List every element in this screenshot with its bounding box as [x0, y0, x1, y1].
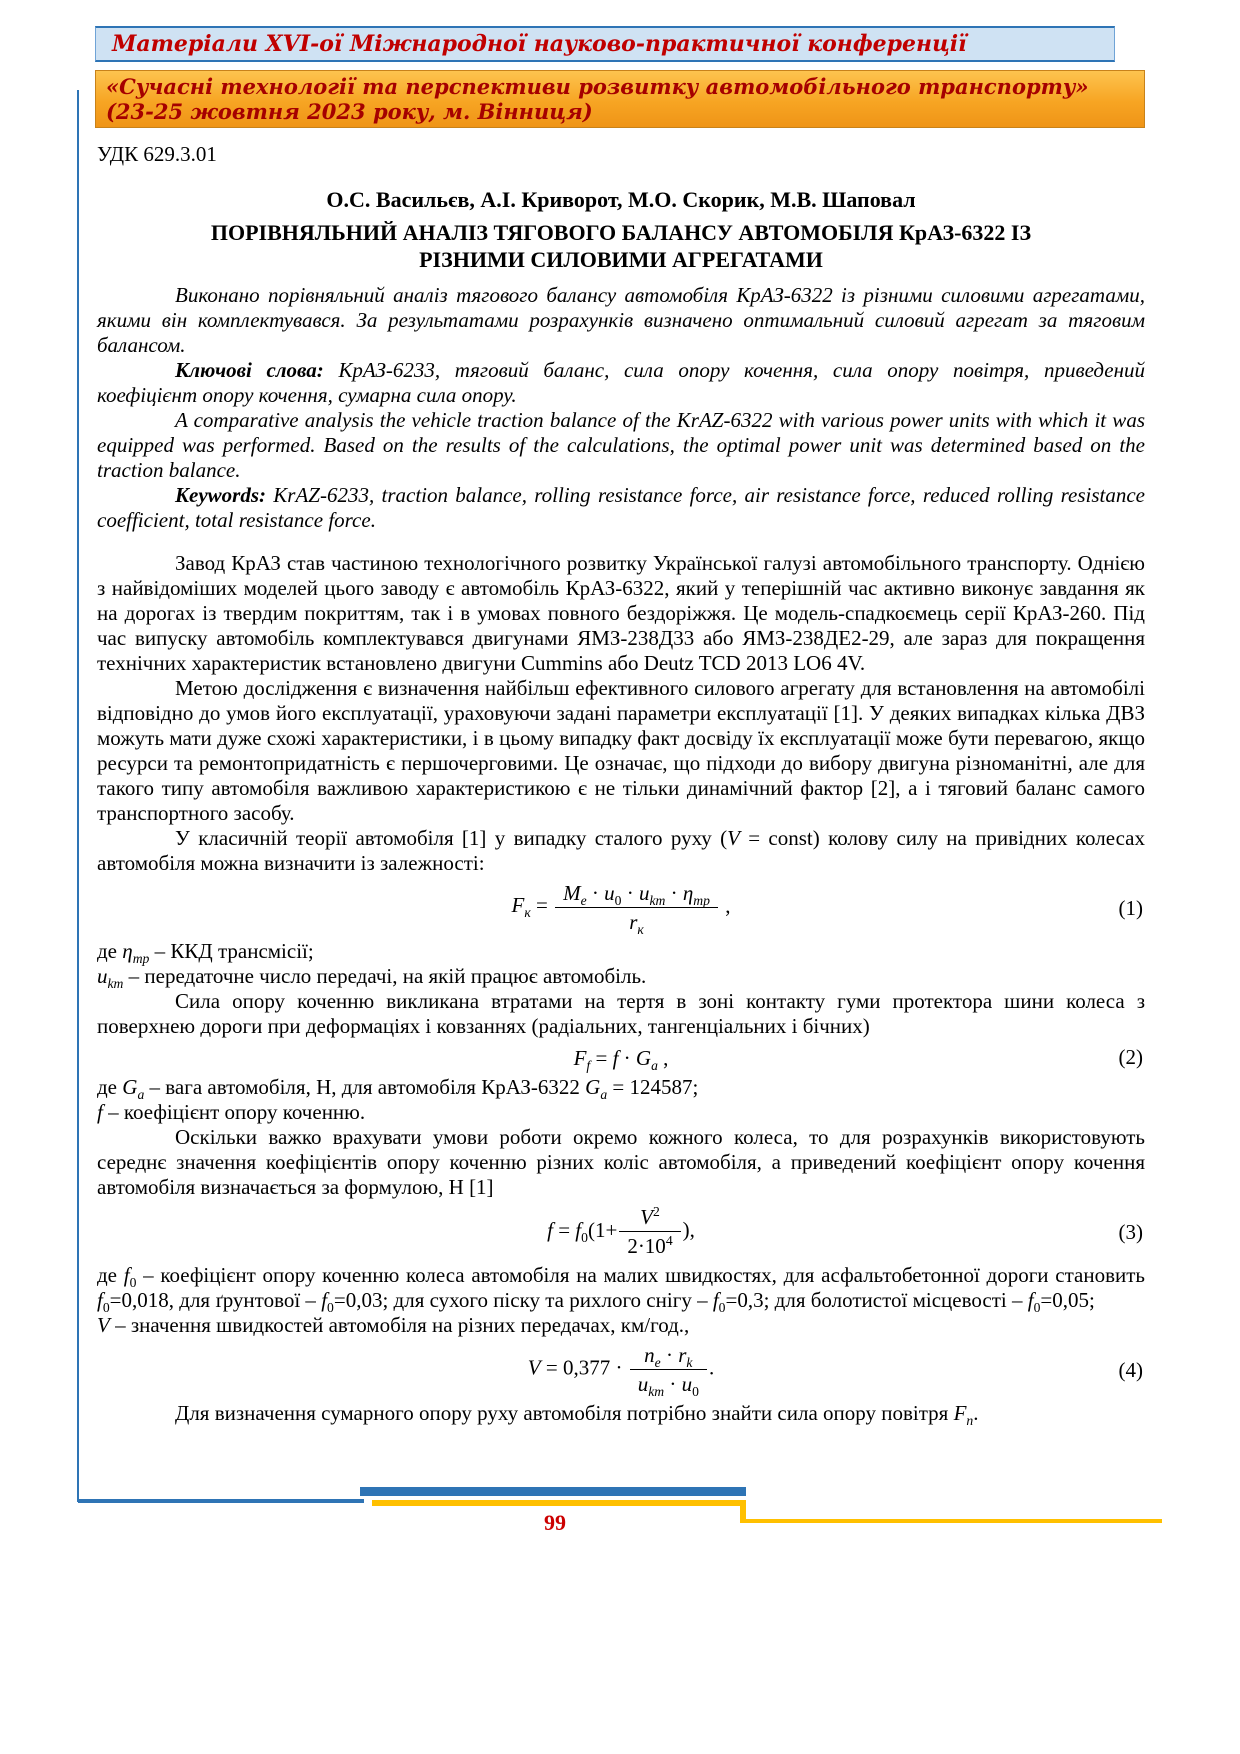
keywords-ua-label: Ключові слова: [175, 358, 324, 382]
body-paragraph-1: Завод КрАЗ став частиною технологічного розвитку Української галузі автомобільного транспорту. Однією з найвідоміших моделей цього заводу є автомобіль КрАЗ-6322, який у теперішній час активно виконує завдання як на дорогах із твердим покриттям, так і в умовах повного бездоріжжя. Це модель-спадкоємець серії КрАЗ-260. Під час випуску автомобіль комплектувався двигунами ЯМЗ-238Д33 або ЯМЗ-238ДЕ2-29, але зараз для покращення технічних характеристик встановлено двигуни Cummins або Deutz TCD 2013 LO6 4V. [97, 551, 1145, 675]
equation-3-denominator: $2\cdot 10^4$ [627, 1233, 673, 1259]
keywords-en-label: Keywords: [175, 483, 266, 507]
equation-4-lhs: V = 0,377 · [527, 1355, 628, 1380]
equation-1-fraction [555, 881, 718, 938]
body-paragraph-6: Для визначення сумарного опору руху автомобіля потрібно знайти сила опору повітря $F_п$. [175, 1401, 979, 1429]
equation-3-lhs: $f = f_0(1+$ [547, 1217, 618, 1245]
footer-yellow-bar [372, 1500, 740, 1506]
equation-1-denominator: $r_к$ [629, 910, 644, 938]
equation-4-denominator: $u_{km} \cdot u_0$ [637, 1372, 699, 1400]
definition-f: f – коефіцієнт опору коченню. [97, 1100, 366, 1125]
equation-4 [97, 1343, 1145, 1400]
equation-1-tail: , [719, 893, 731, 918]
body-paragraph-5: Оскільки важко врахувати умови роботи окремо кожного колеса, то для розрахунків використовують середнє значення коефіцієнтів опору коченню різних коліс автомобіля, а приведений коефіцієнт опору кочення автомобіля визначається за формулою, Н [1] [97, 1125, 1145, 1200]
equation-3-tail: ), [682, 1217, 695, 1242]
equation-4-expression [527, 1343, 715, 1400]
paper-title: ПОРІВНЯЛЬНИЙ АНАЛІЗ ТЯГОВОГО БАЛАНСУ АВТОМОБІЛЯ КрАЗ-6322 ІЗ РІЗНИМИ СИЛОВИМИ АГРЕГАТАМИ [210, 220, 1032, 272]
definition-ga: де $G_a$ – вага автомобіля, Н, для автомобіля КрАЗ-6322 $G_a = 124587$; [97, 1075, 699, 1103]
equation-4-number: (4) [1118, 1357, 1143, 1382]
equation-2 [97, 1044, 1145, 1074]
equation-3-numerator: $V^2$ [619, 1205, 680, 1232]
equation-4-tail: . [708, 1355, 715, 1380]
equation-4-fraction [630, 1343, 707, 1400]
equation-4-numerator: $n_e \cdot r_k$ [630, 1343, 707, 1370]
body-paragraph-2: Метою дослідження є визначення найбільш ефективного силового агрегату для встановлення на автомобілі відповідно до умов його експлуатації, ураховуючи задані параметри експлуатації [1]. У деяких випадках кілька ДВЗ можуть мати дуже схожі характеристики, і в цьому випадку факт досвіду їх експлуатації може бути перевагою, якщо ресурси та ремонтопридатність є першочерговими. Це означає, що підходи до вибору двигуна різноманітні, але для такого типу автомобіля важливою характеристикою є не тільки динамічний фактор [2], а і тяговий баланс самого транспортного засобу. [97, 676, 1145, 825]
definition-eta: де $\eta_{тр}$ – ККД трансмісії; [97, 939, 314, 967]
definition-f0: де $f_0$ – коефіцієнт опору коченню колеса автомобіля на малих швидкостях, для асфальтобетонної дороги становить $f_0=0,018$, для ґрунтової – $f_0=0,03$; для сухого піску та рихлого снігу – $f_0=0,3$; для болотистої місцевості – $f_0=0,05$; [97, 1263, 1145, 1316]
authors-line: О.С. Васильєв, А.І. Криворот, М.О. Скорик, М.В. Шаповал [326, 187, 916, 212]
equation-3 [97, 1205, 1145, 1258]
conference-title-banner [95, 70, 1145, 128]
equation-2-number: (2) [1118, 1045, 1143, 1070]
keywords-ua-text: КрАЗ-6233, тяговий баланс, сила опору кочення, сила опору повітря, приведений коефіцієнт опору кочення, сумарна сила опору. [97, 358, 1145, 407]
equation-1-number: (1) [1118, 895, 1143, 920]
abstract-en: A comparative analysis the vehicle traction balance of the KrAZ-6322 with various power units with which it was equipped was performed. Based on the results of the calculations, the optimal power unit was determined based on the traction balance. [97, 408, 1145, 482]
keywords-en-text: KrAZ-6233, traction balance, rolling resistance force, air resistance force, reduced rolling resistance coefficient, total resistance force. [97, 483, 1145, 532]
equation-3-expression [547, 1205, 695, 1258]
left-margin-rule [77, 90, 79, 1502]
equation-3-fraction [619, 1205, 680, 1258]
equation-1 [97, 881, 1145, 938]
body-paragraph-3: У класичній теорії автомобіля [1] у випадку сталого руху (V = const) колову силу на привідних колесах автомобіля можна визначити із залежності: [97, 826, 1145, 875]
conference-series-banner [95, 26, 1115, 62]
footer-blue-bar [360, 1487, 746, 1496]
conference-series-text: Матеріали XVI-ої Міжнародної науково-практичної конференції [112, 31, 967, 57]
equation-1-lhs: $F_к$ = [511, 893, 554, 921]
equation-1-expression [511, 881, 731, 938]
equation-3-number: (3) [1118, 1219, 1143, 1244]
paper-content [97, 142, 1145, 1429]
keywords-en [97, 483, 1145, 533]
body-paragraph-4: Сила опору коченню викликана втратами на тертя в зоні контакту гуми протектора шини колеса з поверхнею дороги при деформаціях і ковзаннях (радіальних, тангенціальних і бічних) [97, 989, 1145, 1038]
footer-blue-line [78, 1499, 364, 1503]
equation-2-expression: $F_f = f \cdot G_a$ , [573, 1046, 669, 1074]
abstract-ua: Виконано порівняльний аналіз тягового балансу автомобіля КрАЗ-6322 із різними силовими агрегатами, якими він комплектувався. За результатами розрахунків визначено оптимальний силовий агрегат за тяговим балансом. [97, 283, 1145, 357]
page-header [0, 26, 1240, 128]
definition-v: V – значення швидкостей автомобіля на різних передачах, км/год., [97, 1313, 690, 1338]
page-number: 99 [544, 1510, 566, 1535]
keywords-ua [97, 358, 1145, 408]
definition-ukm: $u_{km}$ – передаточне число передачі, на якій працює автомобіль. [97, 964, 647, 992]
udc-code: УДК 629.3.01 [97, 142, 217, 166]
conference-title-text: «Сучасні технології та перспективи розвитку автомобільного транспорту» (23-25 жовтня 2023 року, м. Вінниця) [106, 74, 1089, 124]
equation-1-numerator: $M_e \cdot u_0 \cdot u_{km} \cdot \eta_{тр}$ [555, 881, 718, 908]
